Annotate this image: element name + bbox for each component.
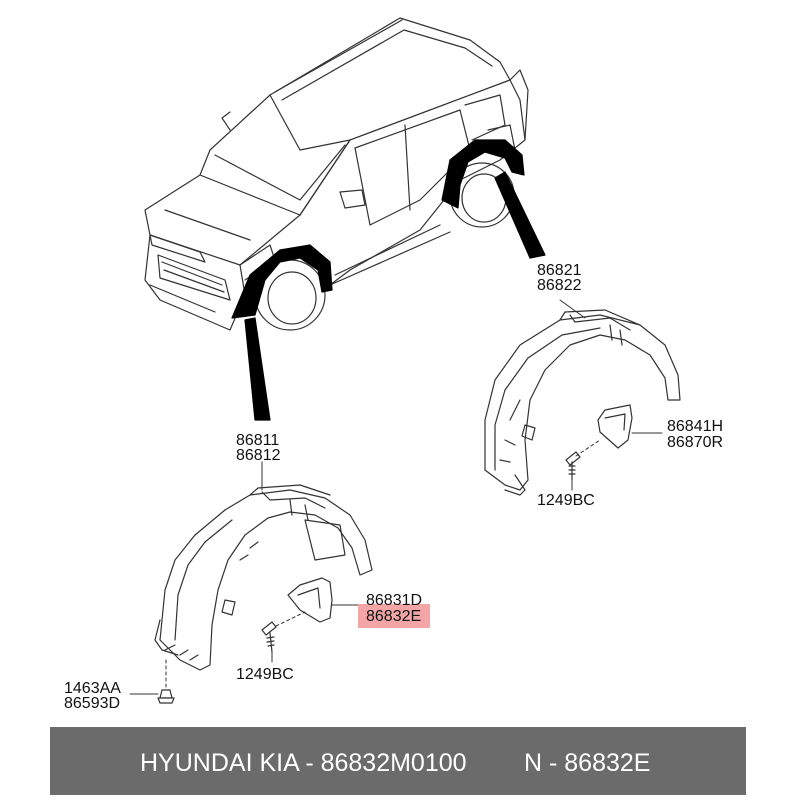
label-86811: 86811 bbox=[236, 432, 280, 449]
footer-part-number: HYUNDAI KIA - 86832M0100 bbox=[140, 749, 467, 777]
rear-wheel-liner bbox=[485, 310, 680, 495]
label-86593d: 86593D bbox=[64, 695, 121, 712]
label-86822: 86822 bbox=[537, 277, 582, 294]
rear-mud-flap bbox=[598, 405, 632, 448]
label-86832e: 86832E bbox=[366, 608, 422, 625]
front-leader-lines bbox=[130, 462, 358, 694]
front-pointer bbox=[245, 318, 270, 420]
front-wheel-liner bbox=[155, 485, 372, 670]
label-86870r: 86870R bbox=[667, 434, 724, 451]
front-liner-highlight bbox=[232, 245, 332, 318]
front-mud-flap bbox=[288, 578, 332, 622]
rear-screw-icon bbox=[566, 452, 580, 480]
label-86821: 86821 bbox=[537, 262, 582, 279]
vehicle-outline bbox=[145, 18, 528, 330]
label-86812: 86812 bbox=[236, 447, 281, 464]
rear-pointer bbox=[495, 172, 545, 258]
footer-reference: N - 86832E bbox=[524, 749, 651, 777]
label-86831d: 86831D bbox=[366, 592, 423, 609]
label-1463aa: 1463AA bbox=[64, 680, 121, 697]
label-rear-1249bc: 1249BC bbox=[537, 492, 595, 509]
clip-fastener-icon bbox=[158, 690, 174, 703]
front-screw-icon bbox=[262, 622, 276, 652]
label-front-1249bc: 1249BC bbox=[236, 666, 294, 683]
footer-bar bbox=[50, 727, 746, 795]
label-86841h: 86841H bbox=[667, 418, 724, 435]
